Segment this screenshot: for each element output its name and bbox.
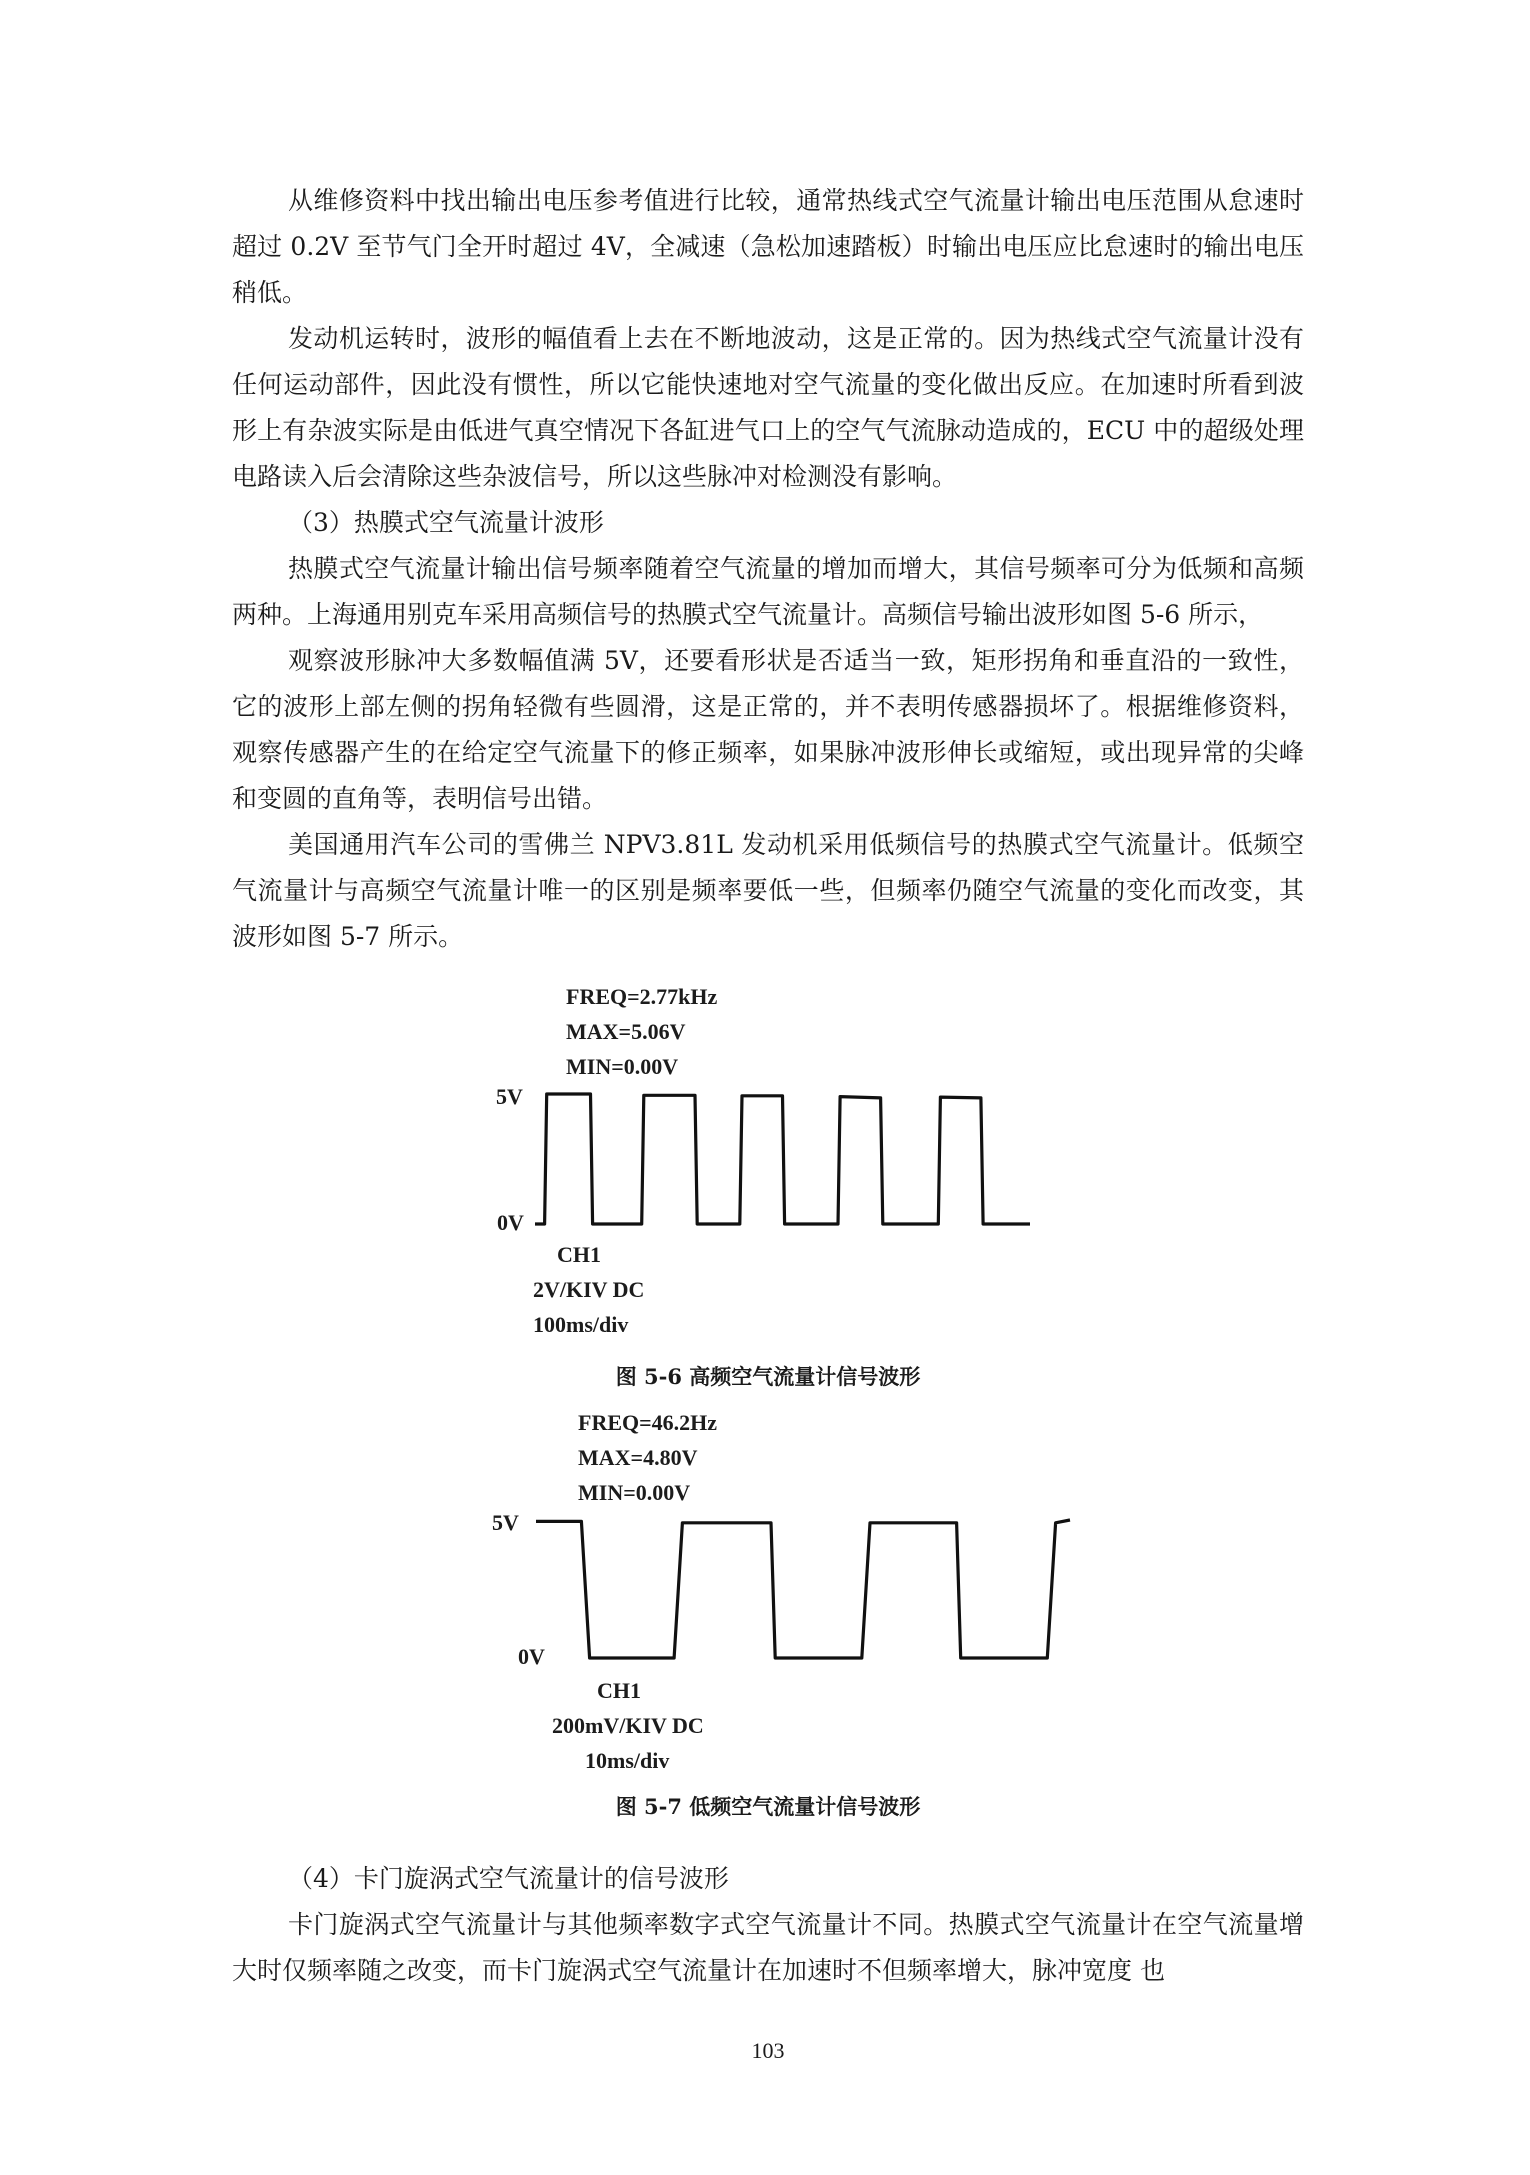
waveform-line (536, 1520, 1070, 1658)
vertical-scale-label: 200mV/KIV DC (552, 1713, 704, 1738)
paragraph-karman-vortex: 卡门旋涡式空气流量计与其他频率数字式空气流量计不同。热膜式空气流量计在空气流量增大时仅频率随之改变，而卡门旋涡式空气流量计在加速时不但频率增大，脉冲宽度 也 (232, 1910, 1304, 1985)
figure-5-7 (232, 1400, 1304, 1792)
paragraph-output-voltage: 从维修资料中找出输出电压参考值进行比较，通常热线式空气流量计输出电压范围从怠速时超过 0.2V 至节气门全开时超过 4V，全减速（急松加速踏板）时输出电压应比怠速时的输出电压稍低。 (232, 186, 1304, 307)
figure-caption-5-7: 图 5-7 低频空气流量计信号波形 (615, 1794, 921, 1819)
freq-readout: FREQ=46.2Hz (578, 1410, 718, 1435)
paragraph-low-frequency: 美国通用汽车公司的雪佛兰 NPV3.81L 发动机采用低频信号的热膜式空气流量计。低频空气流量计与高频空气流量计唯一的区别是频率要低一些，但频率仍随空气流量的变化而改变，其波形如图 5-7 所示。 (232, 830, 1304, 951)
max-readout: MAX=5.06V (566, 1019, 686, 1044)
max-readout: MAX=4.80V (578, 1445, 698, 1470)
y-tick-5v: 5V (492, 1510, 519, 1535)
channel-label: CH1 (597, 1678, 641, 1703)
y-tick-0v: 0V (518, 1644, 545, 1669)
waveform-plot-5-6 (232, 974, 1304, 1362)
min-readout: MIN=0.00V (566, 1054, 679, 1079)
vertical-scale-label: 2V/KIV DC (533, 1277, 645, 1302)
channel-label: CH1 (557, 1242, 601, 1267)
figure-5-6 (232, 974, 1304, 1362)
text-column (232, 178, 1304, 2064)
timebase-label: 100ms/div (533, 1312, 629, 1337)
waveform-line (535, 1094, 1030, 1224)
timebase-label: 10ms/div (585, 1748, 670, 1773)
min-readout: MIN=0.00V (578, 1480, 691, 1505)
waveform-plot-5-7 (232, 1400, 1304, 1792)
y-tick-0v: 0V (497, 1210, 524, 1235)
paragraph-engine-running: 发动机运转时，波形的幅值看上去在不断地波动，这是正常的。因为热线式空气流量计没有任何运动部件，因此没有惯性，所以它能快速地对空气流量的变化做出反应。在加速时所看到波形上有杂波实际是由低进气真空情况下各缸进气口上的空气气流脉动造成的，ECU 中的超级处理电路读入后会清除这些杂波信号，所以这些脉冲对检测没有影响。 (232, 324, 1304, 491)
section-heading-3: （3）热膜式空气流量计波形 (288, 508, 604, 537)
figure-caption-5-6: 图 5-6 高频空气流量计信号波形 (615, 1364, 921, 1389)
section-heading-4: （4）卡门旋涡式空气流量计的信号波形 (288, 1864, 729, 1893)
paragraph-observe-pulse: 观察波形脉冲大多数幅值满 5V，还要看形状是否适当一致，矩形拐角和垂直沿的一致性，它的波形上部左侧的拐角轻微有些圆滑，这是正常的，并不表明传感器损坏了。根据维修资料，观察传感器产生的在给定空气流量下的修正频率，如果脉冲波形伸长或缩短，或出现异常的尖峰和变圆的直角等，表明信号出错。 (232, 646, 1304, 813)
freq-readout: FREQ=2.77kHz (566, 984, 718, 1009)
page-number: 103 (751, 2038, 785, 2063)
paragraph-hot-film-frequency: 热膜式空气流量计输出信号频率随着空气流量的增加而增大，其信号频率可分为低频和高频两种。上海通用别克车采用高频信号的热膜式空气流量计。高频信号输出波形如图 5-6 所示， (232, 554, 1304, 629)
y-tick-5v: 5V (496, 1084, 523, 1109)
